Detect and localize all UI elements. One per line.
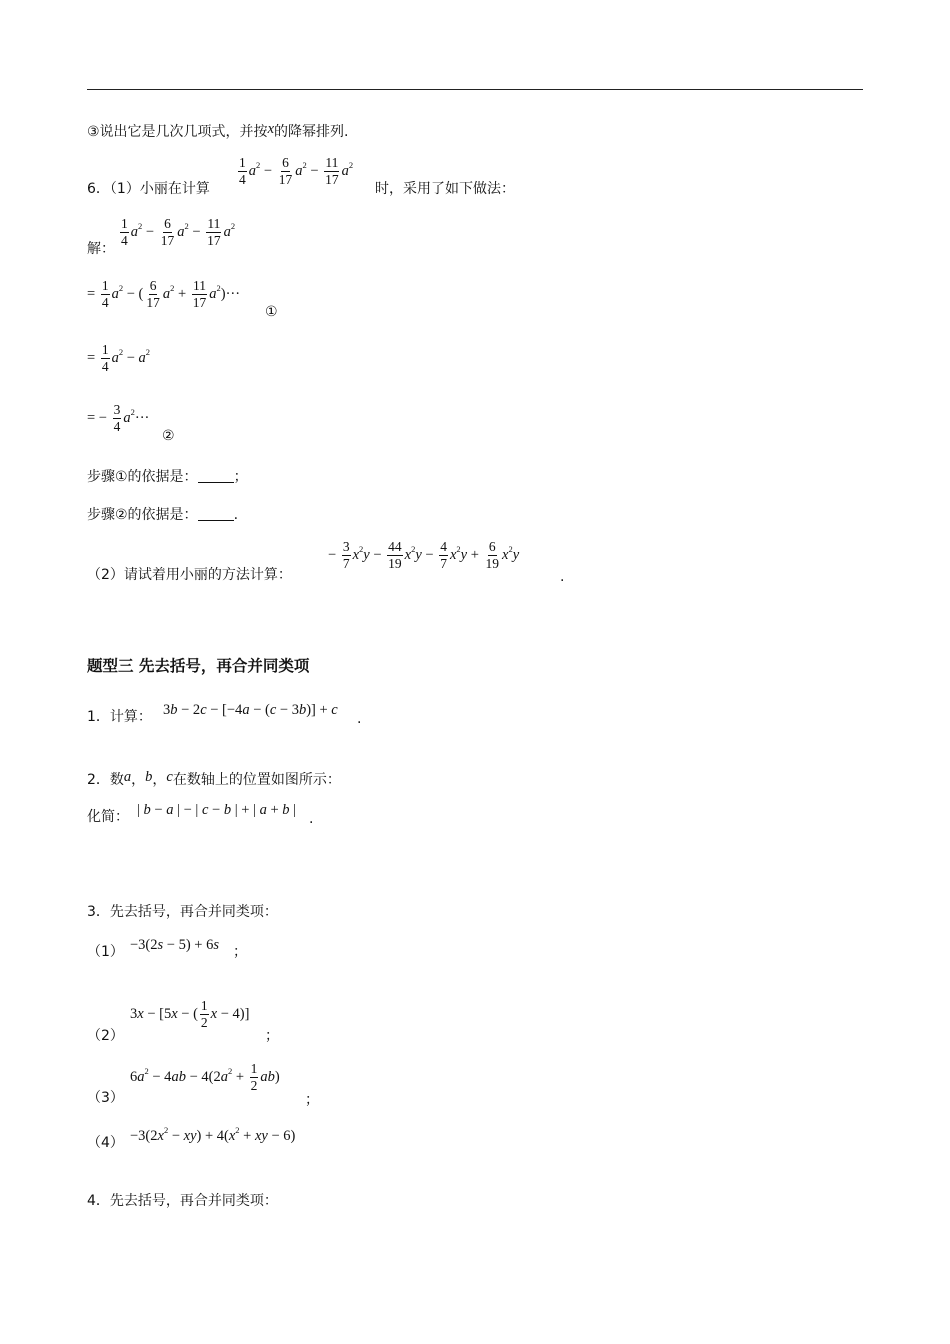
solve-expression: $\frac{1}{4}$ $a^2$ − $\frac{6}{17}$ $a^2$ − $\frac{11}{17}$ $a^2$ [121,216,236,249]
s3q3-text: 3．先去括号，再合并同类项： [87,904,278,920]
section3-title: 题型三 先去括号，再合并同类项 [87,657,310,675]
s3q3-item2-expression: 3x − [5x − ( $\frac{1}{2}$ x − 4)] [130,998,250,1031]
basis2-blank[interactable] [198,508,234,521]
q6-expression: $\frac{1}{4}$ $a^2$ − $\frac{6}{17}$ $a^2$ − $\frac{11}{17}$ $a^2$ [239,155,354,188]
item3-line [87,122,348,139]
s3q3-item3-label: （3） [87,1090,124,1106]
s3q3-item1-label: （1） [87,944,124,960]
s3q3-item1-expression: −3(2s − 5) + 6s [130,937,220,953]
item3-variable: x [267,121,274,137]
basis1-text: 步骤①的依据是： [87,469,198,485]
q6-intro: 6．（1）小丽在计算 [87,181,210,197]
s3q2-text-b: 在数轴上的位置如图所示： [172,772,341,788]
basis1-line [87,470,248,484]
solve-step1: = $\frac{1}{4}$ $a^2$ − ( $\frac{6}{17}$ $a^2$ + $\frac{11}{17}$ $a^2)\cdot\cdot\cdot$ [87,278,241,311]
s3q2-sep1: ， [131,772,146,788]
solve-step2: = − $\frac{3}{4}$ $a^2\cdot\cdot\cdot$ [87,402,150,435]
s3q2-text-a: 2．数 [87,772,124,788]
s3q3-item1-end: ； [233,944,247,960]
step1-marker: ① [265,304,278,320]
s3q2-sep2: ， [152,772,167,788]
basis2-line [87,508,238,522]
basis1-blank[interactable] [198,470,234,483]
item3-end: 的降幂排列. [274,124,349,140]
var-b: b [145,769,153,785]
basis2-text: 步骤②的依据是： [87,507,198,523]
step2-marker: ② [162,428,175,444]
item3-text: ③说出它是几次几项式，并按 [87,124,268,140]
basis2-end: . [233,507,239,523]
s3q2-line [87,770,341,787]
s3q3-item2-end: ； [265,1028,279,1044]
s3q2-simplify: 化简： [87,809,129,825]
s3q3-item4-label: （4） [87,1135,124,1151]
basis1-end: ； [233,469,248,485]
s3q2-expression: | b − a | − | c − b | + | a + b | [137,802,297,818]
s3q3-item3-end: ； [305,1092,319,1108]
s3q1-text: 1．计算： [87,709,152,725]
var-a: a [123,769,132,785]
s3q3-item4-expression: $-3(2x^2 - xy) + 4(x^2$ + xy − 6) [130,1125,296,1144]
s3q4-text: 4．先去括号，再合并同类项： [87,1193,278,1209]
var-c: c [166,769,173,785]
header-rule [87,89,863,90]
solve-label: 解： [87,241,115,257]
part2-end: . [560,569,565,585]
part2-expression: − $\frac{3}{7}$ $x^2y$ − $\frac{44}{19}$ $x^2y$ − $\frac{4}{7}$ $x^2y$ + $\frac{6}{19}$ $x^2y$ [328,539,520,572]
s3q3-item3-expression: $6a^2 - 4ab - 4(2a^2$ + $\frac{1}{2}$ ab) [130,1061,280,1094]
s3q1-end: . [357,711,362,727]
part2-text: （2）请试着用小丽的方法计算： [87,567,292,583]
solve-step-mid: = $\frac{1}{4}$ $a^2 - a^2$ [87,342,150,375]
s3q3-item2-label: （2） [87,1028,124,1044]
s3q1-expression: 3b − 2c − [−4a − (c − 3b)] + c [163,702,338,718]
q6-intro-end: 时，采用了如下做法： [375,181,515,197]
s3q2-end: . [309,811,314,827]
